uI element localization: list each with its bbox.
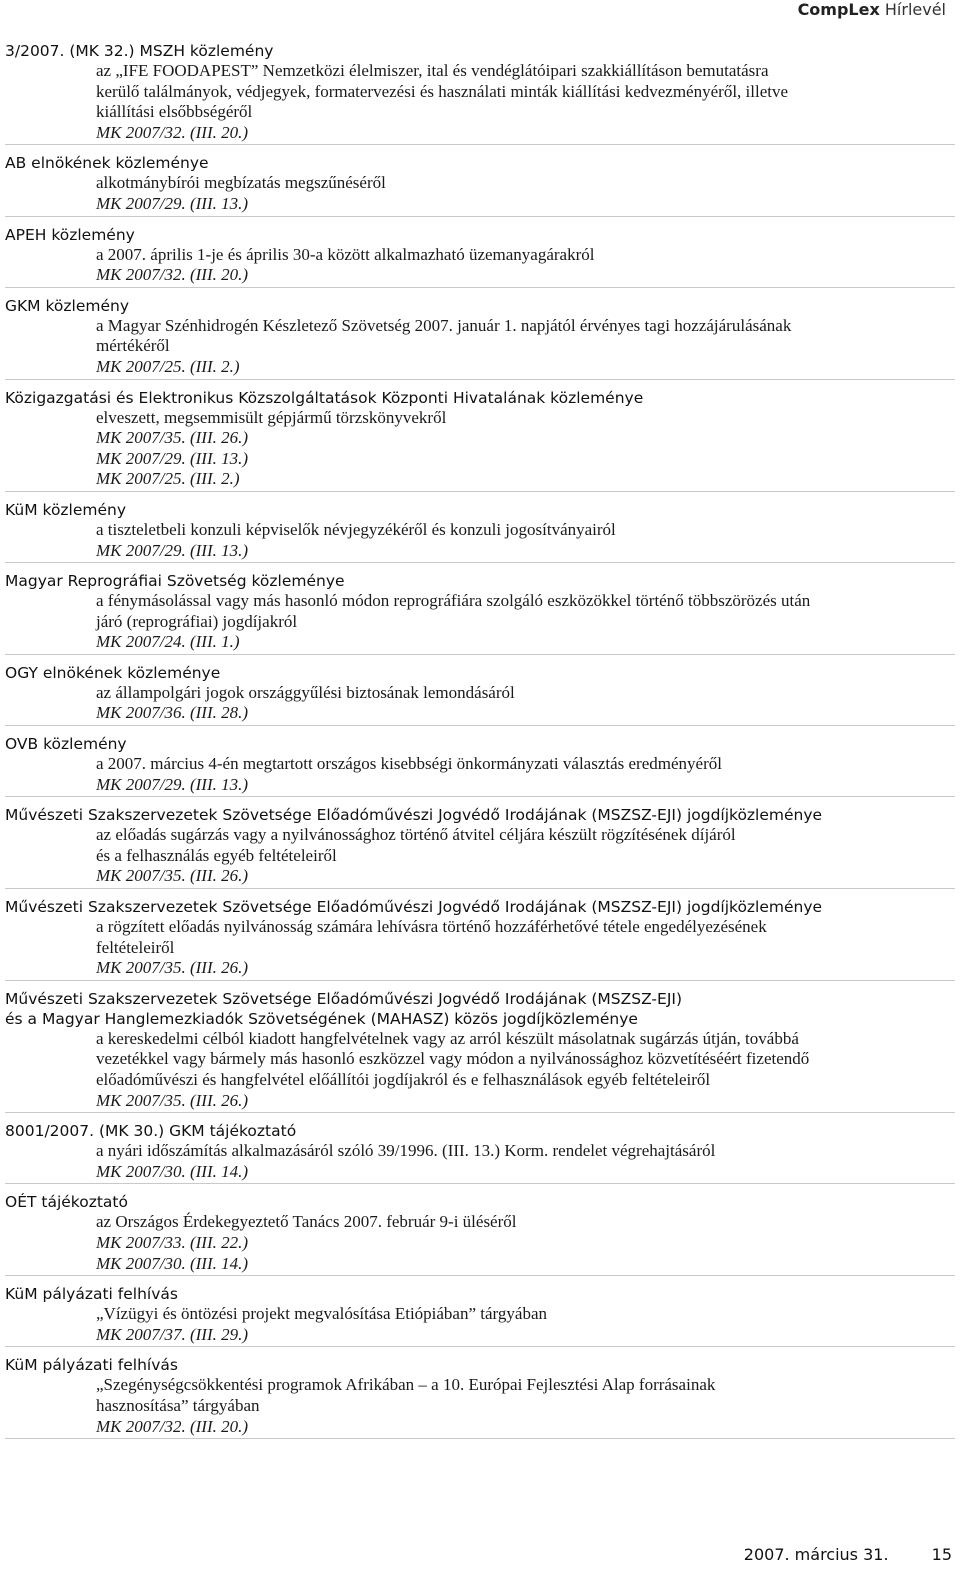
announcement-entry	[5, 805, 955, 889]
announcement-entry	[5, 734, 955, 797]
announcement-heading: OGY elnökének közleménye	[5, 663, 221, 682]
gazette-reference: MK 2007/33. (III. 22.)	[96, 1232, 249, 1252]
announcement-description: a nyári időszámítás alkalmazásáról szóló 39/1996. (III. 13.) Korm. rendelet végrehajtásáról	[96, 1141, 716, 1161]
announcement-description: alkotmánybírói megbízatás megszűnéséről	[96, 173, 386, 193]
announcement-heading: OÉT tájékoztató	[5, 1193, 128, 1212]
gazette-reference: MK 2007/32. (III. 20.)	[96, 1416, 249, 1436]
announcement-entry	[5, 897, 955, 981]
announcement-description: a kereskedelmi célból kiadott hangfelvételnek vagy az arról készült másolatnak sugárzás útján, továbbá	[96, 1028, 799, 1048]
gazette-reference: MK 2007/35. (III. 26.)	[96, 1090, 249, 1110]
announcement-heading-continued: és a Magyar Hanglemezkiadók Szövetségének (MAHASZ) közös jogdíjközleménye	[5, 1009, 638, 1028]
announcement-entry	[5, 153, 955, 216]
announcement-description: hasznosítása” tárgyában	[96, 1395, 260, 1415]
gazette-reference: MK 2007/35. (III. 26.)	[96, 866, 249, 886]
announcement-heading: AB elnökének közleménye	[5, 154, 209, 173]
announcement-description: a Magyar Szénhidrogén Készletező Szövetség 2007. január 1. napjától érvényes tagi hozzájárulásának	[96, 315, 792, 335]
announcement-description: a rögzített előadás nyilvánosság számára lehívásra történő hozzáférhetővé tétele engedélyezésének	[96, 917, 767, 937]
announcement-entry	[5, 296, 955, 380]
announcement-description: „Vízügyi és öntözési projekt megvalósítása Etiópiában” tárgyában	[96, 1304, 547, 1324]
announcement-heading: Magyar Reprográfiai Szövetség közleménye	[5, 572, 345, 591]
announcement-description: feltételeiről	[96, 937, 175, 957]
announcement-entry	[5, 41, 955, 145]
announcement-entry	[5, 1121, 955, 1184]
announcement-description: az előadás sugárzás vagy a nyilvánossághoz történő átvitel céljára készült rögzítésének díjáról	[96, 825, 736, 845]
announcement-entry	[5, 1284, 955, 1347]
announcement-heading: Művészeti Szakszervezetek Szövetsége Előadóművészi Jogvédő Irodájának (MSZSZ-EJI) jogdíjközleménye	[5, 898, 823, 917]
gazette-reference: MK 2007/29. (III. 13.)	[96, 448, 249, 468]
announcement-description: kerülő találmányok, védjegyek, formatervezési és használati minták kiállítási kedvezményéről, illetve	[96, 81, 789, 101]
issue-date: 2007. március 31.	[743, 1545, 889, 1564]
announcement-entry	[5, 571, 955, 655]
gazette-reference: MK 2007/29. (III. 13.)	[96, 774, 249, 794]
gazette-reference: MK 2007/30. (III. 14.)	[96, 1161, 249, 1181]
page-number: 15	[931, 1545, 952, 1564]
announcement-description: járó (reprográfiai) jogdíjakról	[96, 611, 298, 631]
newsletter-title: Hírlevél	[884, 0, 946, 19]
brand-name: CompLex	[797, 0, 880, 19]
announcement-entry	[5, 1192, 955, 1276]
announcement-description: és a felhasználás egyéb feltételeiről	[96, 845, 337, 865]
gazette-reference: MK 2007/36. (III. 28.)	[96, 703, 249, 723]
gazette-reference: MK 2007/25. (III. 2.)	[96, 469, 240, 489]
announcement-heading: Művészeti Szakszervezetek Szövetsége Előadóművészi Jogvédő Irodájának (MSZSZ-EJI) jogdíjközleménye	[5, 806, 823, 825]
gazette-reference: MK 2007/24. (III. 1.)	[96, 632, 240, 652]
announcement-heading: GKM közlemény	[5, 296, 129, 315]
announcement-description: „Szegénységcsökkentési programok Afrikában – a 10. Európai Fejlesztési Alap forrásainak	[96, 1375, 716, 1395]
announcement-entry	[5, 388, 955, 492]
announcement-heading: KüM pályázati felhívás	[5, 1285, 178, 1304]
announcement-description: elveszett, megsemmisült gépjármű törzskönyvekről	[96, 407, 447, 427]
announcement-description: az „IFE FOODAPEST” Nemzetközi élelmiszer, ital és vendéglátóipari szakkiállításon bemutatásra	[96, 61, 769, 80]
gazette-reference: MK 2007/30. (III. 14.)	[96, 1253, 249, 1273]
announcement-heading: Művészeti Szakszervezetek Szövetsége Előadóművészi Jogvédő Irodájának (MSZSZ-EJI)	[5, 989, 683, 1008]
page-footer	[744, 1545, 952, 1565]
announcement-description: vezetékkel vagy bármely más hasonló eszközzel vagy módon a nyilvánossághoz közvetítéséért fizetendő	[96, 1049, 810, 1069]
announcement-entry	[5, 989, 955, 1113]
announcement-description: a fénymásolással vagy más hasonló módon reprográfiára szolgáló eszközökkel történő többszörözés után	[96, 591, 811, 611]
announcement-entry	[5, 663, 955, 726]
announcement-heading: KüM pályázati felhívás	[5, 1356, 178, 1375]
announcement-heading: 8001/2007. (MK 30.) GKM tájékoztató	[5, 1122, 297, 1141]
gazette-reference: MK 2007/32. (III. 20.)	[96, 122, 249, 142]
announcement-heading: Közigazgatási és Elektronikus Közszolgáltatások Központi Hivatalának közleménye	[5, 388, 644, 407]
announcement-heading: APEH közlemény	[5, 225, 135, 244]
gazette-reference: MK 2007/29. (III. 13.)	[96, 193, 249, 213]
announcement-list	[5, 41, 955, 1447]
announcement-description: a tiszteletbeli konzuli képviselők névjegyzékéről és konzuli jogosítványairól	[96, 519, 616, 539]
announcement-description: kiállítási elsőbbségéről	[96, 102, 253, 122]
announcement-heading: OVB közlemény	[5, 735, 127, 754]
announcement-description: mértékéről	[96, 336, 170, 356]
gazette-reference: MK 2007/25. (III. 2.)	[96, 356, 240, 376]
announcement-description: az Országos Érdekegyeztető Tanács 2007. február 9-i üléséről	[96, 1212, 517, 1232]
announcement-description: a 2007. április 1-je és április 30-a között alkalmazható üzemanyagárakról	[96, 244, 595, 264]
page-header	[798, 0, 946, 22]
gazette-reference: MK 2007/35. (III. 26.)	[96, 428, 249, 448]
gazette-reference: MK 2007/37. (III. 29.)	[96, 1324, 249, 1344]
announcement-description: előadóművészi és hangfelvétel előállítói jogdíjakról és e felhasználások egyéb feltételeiről	[96, 1070, 711, 1089]
gazette-reference: MK 2007/35. (III. 26.)	[96, 958, 249, 978]
gazette-reference: MK 2007/32. (III. 20.)	[96, 265, 249, 285]
announcement-description: az állampolgári jogok országgyűlési biztosának lemondásáról	[96, 682, 515, 702]
announcement-heading: KüM közlemény	[5, 500, 127, 519]
announcement-heading: 3/2007. (MK 32.) MSZH közlemény	[5, 42, 274, 60]
announcement-entry	[5, 1355, 955, 1439]
announcement-entry	[5, 225, 955, 288]
announcement-description: a 2007. március 4-én megtartott országos kisebbségi önkormányzati választás eredményéről	[96, 754, 722, 774]
announcement-entry	[5, 500, 955, 563]
gazette-reference: MK 2007/29. (III. 13.)	[96, 540, 249, 560]
